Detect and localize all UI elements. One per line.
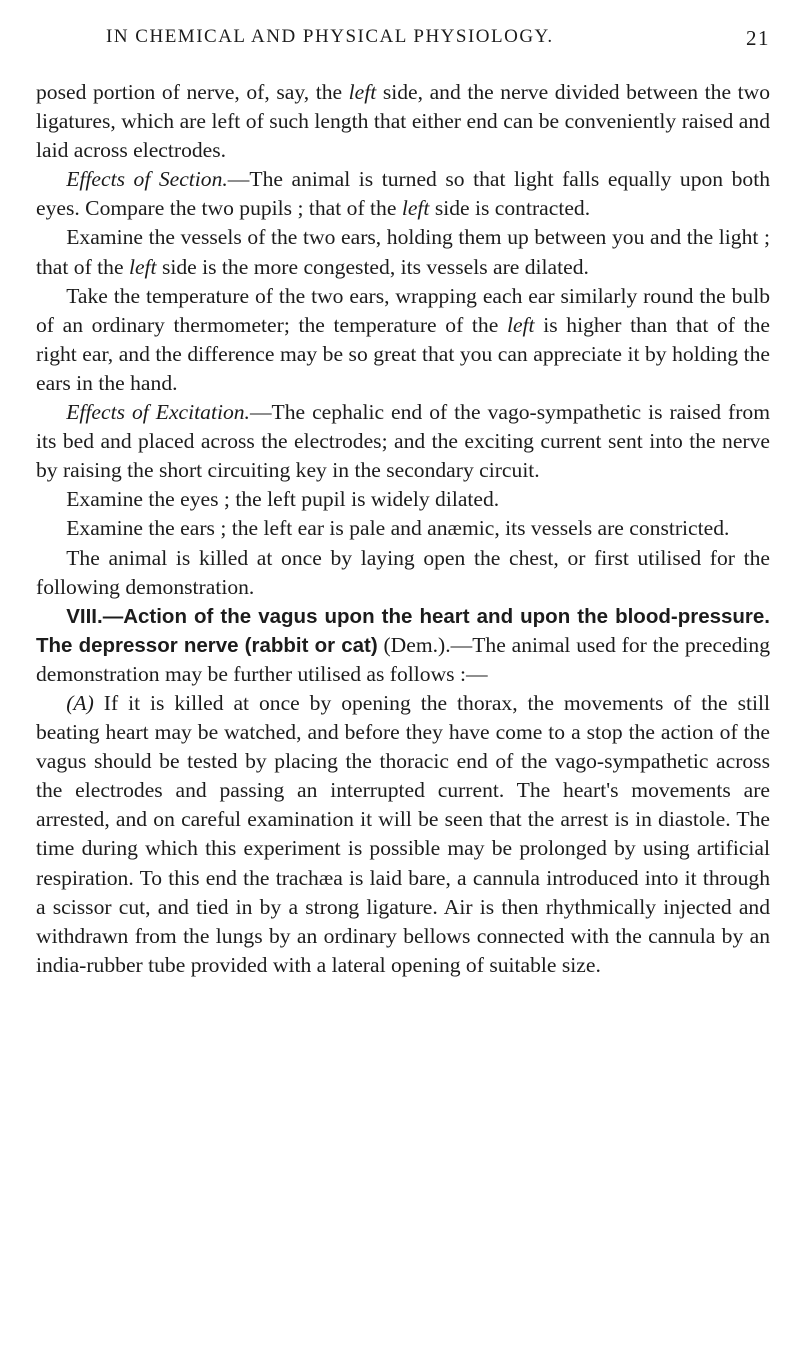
paragraph-lead: Effects of Section. <box>66 167 228 192</box>
paragraph <box>36 282 770 398</box>
item-label: (A) <box>66 690 94 715</box>
page-number: 21 <box>746 26 770 50</box>
section-heading: VIII.—Action of the vagus upon the heart and upon the blood-pressure. The depressor nerve (rabbit or cat) <box>36 604 770 657</box>
emphasis-text: left <box>401 196 430 221</box>
paragraph-text: Examine the vessels of the two ears, holding them up between you and the light ; that of the <box>36 225 770 279</box>
paragraph-text: The animal is killed at once by laying open the chest, or first utilised for the following demonstration. <box>36 545 770 599</box>
running-header <box>36 26 770 56</box>
paragraph <box>36 485 770 514</box>
paragraph-text: If it is killed at once by opening the thorax, the movements of the still beating heart may be watched, and before they have come to a stop the action of the vagus should be tested by placing the thoracic end of the vago-sympathetic across the electrodes and passing an interrupted current. The heart's movements are arrested, and on careful examination it will be seen that the arrest is in diastole. The time during which this experiment is possible may be prolonged by using artificial respiration. To this end the trachæa is laid bare, a cannula introduced into it through a scissor cut, and tied in by a strong ligature. Air is then rhythmically injected and withdrawn from the lungs by an ordinary bellows connected with the cannula by an india-rubber tube provided with a lateral opening of suitable size. <box>36 690 770 977</box>
paragraph-text: —The cephalic end of the vago-sympathetic is raised from its bed and placed across the electrodes; and the exciting current sent into the nerve by raising the short circuiting key in the secondary circuit. <box>36 400 770 483</box>
emphasis-text: left <box>506 312 535 337</box>
paragraph <box>36 689 770 980</box>
paragraph-text: side, and the nerve divided between the two ligatures, which are left of such length that either end can be conveniently raised and laid across electrodes. <box>36 80 770 163</box>
running-title: IN CHEMICAL AND PHYSICAL PHYSIOLOGY. <box>106 26 554 47</box>
paragraph-text: Examine the ears ; the left ear is pale and anæmic, its vessels are constricted. <box>66 516 730 541</box>
paragraph <box>36 602 770 689</box>
paragraph <box>36 165 770 223</box>
paragraph <box>36 398 770 485</box>
paragraph-text: (Dem.).—The animal used for the preceding demonstration may be further utilised as follows :— <box>36 632 770 686</box>
paragraph <box>36 223 770 281</box>
paragraph <box>36 78 770 165</box>
paragraph-text: side is the more congested, its vessels are dilated. <box>156 254 589 279</box>
paragraph-text: —The animal is turned so that light falls equally upon both eyes. Compare the two pupils ; that of the <box>36 167 770 221</box>
paragraph-text: posed portion of nerve, of, say, the <box>36 80 349 104</box>
body-text <box>36 78 770 980</box>
paragraph <box>36 514 770 543</box>
emphasis-text: left <box>348 80 377 104</box>
book-page <box>36 26 770 980</box>
paragraph-text: side is contracted. <box>429 196 591 221</box>
paragraph-text: Examine the eyes ; the left pupil is widely dilated. <box>66 487 500 512</box>
paragraph-lead: Effects of Excitation. <box>66 400 250 425</box>
emphasis-text: left <box>128 254 157 279</box>
paragraph-text: Take the temperature of the two ears, wrapping each ear similarly round the bulb of an ordinary thermometer; the temperature of the <box>36 283 770 337</box>
paragraph-text: is higher than that of the right ear, and the difference may be so great that you can appreciate it by holding the ears in the hand. <box>36 312 771 395</box>
paragraph <box>36 544 770 602</box>
